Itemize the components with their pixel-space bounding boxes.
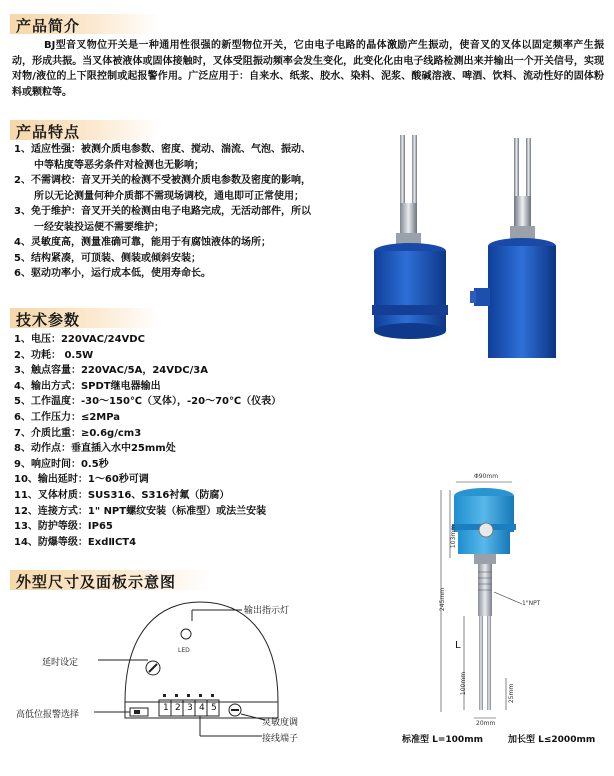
section-title-features: 产品特点 (16, 123, 81, 141)
caption-standard: 标准型 L=100mm (402, 735, 483, 745)
spec-item: 5、工作温度：-30～150℃（叉体），-20～70℃（仪表） (14, 396, 282, 408)
spec-item: 10、输出延时：1～60秒可调 (14, 474, 149, 486)
feature-item: 6、驱动功率小，运行成本低，使用寿命长。 (14, 268, 211, 279)
section-title-intro: 产品简介 (16, 17, 81, 35)
feature-item-cont: 一经安装投运便不需要维护； (34, 221, 164, 233)
spec-item: 7、介质比重：≥0.6g/cm3 (14, 427, 142, 439)
terminal-number: 1 (163, 703, 169, 713)
features-list (14, 142, 384, 282)
dim-total: 245mm (439, 587, 447, 612)
spec-item: 9、响应时间：0.5秒 (14, 458, 109, 470)
dim-tip: 25mm (508, 683, 516, 704)
spec-item: 6、工作压力：≤2MPa (14, 411, 121, 423)
terminal-number: 3 (187, 703, 193, 713)
feature-item: 3、免于维护：音叉开关的检测由电子电路完成，无活动部件，所以 (14, 206, 311, 217)
spec-item: 14、防爆等级：ExdⅡCT4 (14, 536, 137, 548)
terminal-number: 2 (175, 703, 181, 713)
panel-sensitivity-label: 灵敏度调 (262, 718, 299, 728)
terminal-number: 5 (211, 703, 217, 713)
dim-diameter: Φ90mm (474, 473, 499, 480)
feature-item: 1、适应性强：被测介质电参数、密度、搅动、湍流、气泡、振动、 (14, 144, 311, 155)
spec-item: 8、动作点：垂直插入水中25mm处 (14, 443, 176, 455)
panel-diagram (10, 590, 340, 776)
feature-item: 5、结构紧凑，可顶装、侧装或倾斜安装； (14, 252, 201, 264)
panel-terminal-label: 接线端子 (262, 734, 299, 744)
spec-item: 11、叉体材质：SUS316、S316衬氟（防腐） (14, 489, 230, 501)
panel-led-label: LED (178, 647, 190, 654)
panel-indicator-label: 输出指示灯 (244, 606, 290, 616)
feature-item: 2、不需调校：音叉开关的检测不受被测介质电参数及密度的影响， (14, 175, 311, 186)
specs-list (14, 332, 394, 550)
section-header-dims (10, 570, 210, 590)
dim-fork: 100mm (460, 671, 468, 696)
spec-item: 2、功耗： 0.5W (14, 349, 94, 361)
section-title-dims: 外型尺寸及面板示意图 (16, 573, 177, 591)
feature-item: 4、灵敏度高，测量准确可靠，能用于有腐蚀液体的场所； (14, 237, 271, 248)
caption-extended: 加长型 L≤2000mm (508, 735, 596, 745)
dim-npt: 1"NPT (522, 600, 541, 607)
terminal-number: 4 (199, 703, 205, 713)
spec-item: 4、输出方式：SPDT继电器输出 (14, 380, 161, 392)
dim-L: L (455, 640, 461, 651)
dimension-drawing (398, 472, 608, 744)
feature-item-cont: 所以无论测量何种介质都不需现场调校，通电即可正常使用； (34, 190, 304, 202)
spec-item: 3、触点容量：220VAC/5A，24VDC/3A (14, 365, 208, 377)
device-photo-top-mount (370, 125, 460, 365)
spec-item: 1、电压：220VAC/24VDC (14, 334, 145, 345)
dim-width: 20mm (476, 720, 496, 727)
section-title-specs: 技术参数 (16, 311, 81, 329)
section-header-intro (10, 14, 160, 34)
device-photo-side-mount (470, 138, 560, 370)
section-header-specs (10, 308, 160, 328)
panel-delay-label: 延时设定 (42, 658, 79, 668)
dim-head: 103mm (450, 524, 458, 549)
panel-alarm-select-label: 高低位报警选择 (16, 710, 80, 720)
intro-paragraph: BJ型音叉物位开关是一种通用性很强的新型物位开关，它由电子电路的晶体激励产生振动，使音叉的叉体以固定频率产生振动，形成共振。当叉体被液体或固体接触时，叉体受阻振动频率会发生变化，此变化化由电子线路检测出来并输出一个开关信号，实现对物/液位的上下限控制或起报警作用。广泛应用于：自来水、纸浆、胶水、染料、泥浆、酸碱溶液、啤酒、饮料、流动性好的固体粉料或颗粒等。 (12, 40, 604, 98)
spec-item: 13、防护等级：IP65 (14, 521, 113, 533)
feature-item-cont: 中等粘度等恶劣条件对检测也无影响； (34, 159, 204, 171)
section-header-features (10, 120, 160, 140)
spec-item: 12、连接方式：1" NPT螺纹安装（标准型）或法兰安装 (14, 505, 267, 517)
